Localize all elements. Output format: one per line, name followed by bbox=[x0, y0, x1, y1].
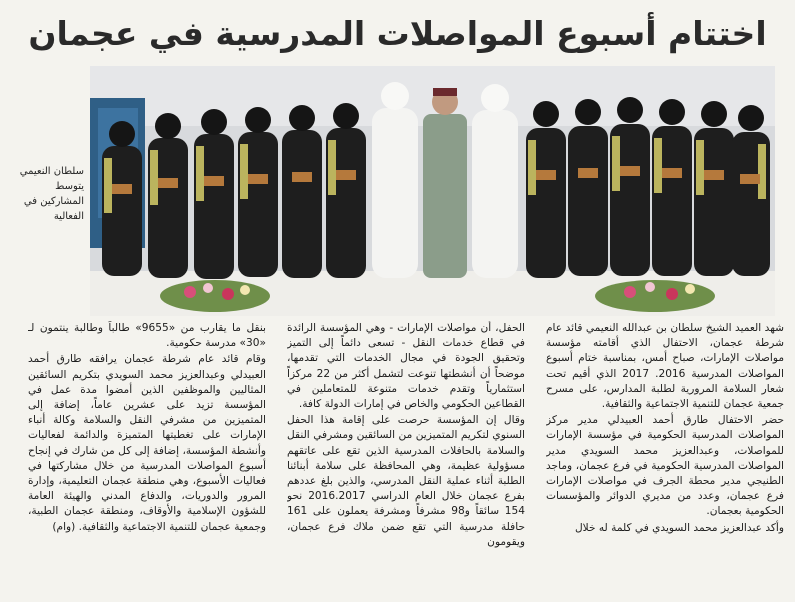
photo-caption: سلطان النعيمي يتوسط المشاركين في الفعالية bbox=[19, 166, 84, 222]
article-paragraph: وقام قائد عام شرطة عجمان يرافقه طارق أحمد العبيدلي وعبدالعزيز محمد السويدي بتكريم السائقين المثاليين والموظفين الذين أمضوا مدة عمل في المؤسسة تزيد على عشرين عاماً، إضافة إلى المتميزين من مشرفي النقل والسلامة وكالة أنباء الإمارات على تغطيتها المتميزة والدائمة لفعاليات وأنشطة المؤسسة، إضافة إلى كل من شارك في إنجاح أسبوع المواصلات المدرسية من خلال مشاركتها في فعاليات الأسبوع، وهي منطقة عجمان التعليمية، وإدارة المرور والدوريات، والدفاع المدني والهيئة العامة للشؤون الإسلامية والأوقاف، ومنطقة عجمان الطبية، وجمعية عجمان للتنمية الاجتماعية والثقافية. (وام) bbox=[28, 353, 266, 533]
article-column-left bbox=[28, 321, 266, 597]
headline: اختتام أسبوع المواصلات المدرسية في عجمان bbox=[28, 14, 767, 53]
article-paragraph: حضر الاحتفال طارق أحمد العبيدلي مدير مركز المواصلات المدرسية الحكومية في مؤسسة الإمارات للمواصلات، وعبدالعزيز محمد السويدي مدير المواصلات المدرسية الحكومية في فرع عجمان، وماجد الطنيجي مدير محطة الجرف في مواصلات الإمارات فرع عجمان، وعدد من مديري الدوائر والمؤسسات الحكومية بعجمان. bbox=[546, 414, 784, 518]
article-paragraph: الحفل، أن مواصلات الإمارات - وهي المؤسسة الرائدة في قطاع خدمات النقل - تسعى دائماً إلى التميز وتحقيق الجودة في مجال الخدمات التي تقدمها، موضحاً أن أنشطتها تنوعت لتشمل أكثر من 22 مركزاً استثمارياً وتقدم خدمات متنوعة للمتعاملين في القطاعين الحكومي والخاص في إمارات الدولة كافة. bbox=[287, 322, 525, 411]
article-column-middle bbox=[287, 321, 525, 597]
event-photo bbox=[90, 66, 775, 316]
article-paragraph: بنقل ما يقارب من «9655» طالباً وطالبة ينتمون لـ «30» مدرسة حكومية. bbox=[28, 322, 266, 350]
article-column-right bbox=[546, 321, 784, 597]
article-paragraph: وأكد عبدالعزيز محمد السويدي في كلمة له خلال bbox=[574, 521, 784, 534]
article-paragraph: وقال إن المؤسسة حرصت على إقامة هذا الحفل السنوي لتكريم المتميزين من السائقين ومشرفي النقل والسلامة بالحافلات المدرسية الذين تقع على عاتقهم مسؤولية عظيمة، وهي المحافظة على سلامة أبنائنا الطلبة أثناء عملية النقل المدرسي، والذين بلغ عددهم بفرع عجمان خلال العام الدراسي 2016.2017 نحو 154 سائقاً و98 مشرفاً ومشرفة يعملون على 161 حافلة مدرسية التي تقع ضمن ملاك فرع عجمان، ويقومون bbox=[287, 414, 525, 548]
article-paragraph: شهد العميد الشيخ سلطان بن عبدالله النعيمي قائد عام شرطة عجمان، الاحتفال الذي أقامته مؤسسة مواصلات الإمارات، صباح أمس، بمناسبة ختام أسبوع المواصلات المدرسية 2016. 2017 الذي أقيم تحت شعار السلامة المرورية لطلبة المدارس، على مسرح جمعية عجمان للتنمية الاجتماعية والثقافية. bbox=[546, 322, 784, 411]
